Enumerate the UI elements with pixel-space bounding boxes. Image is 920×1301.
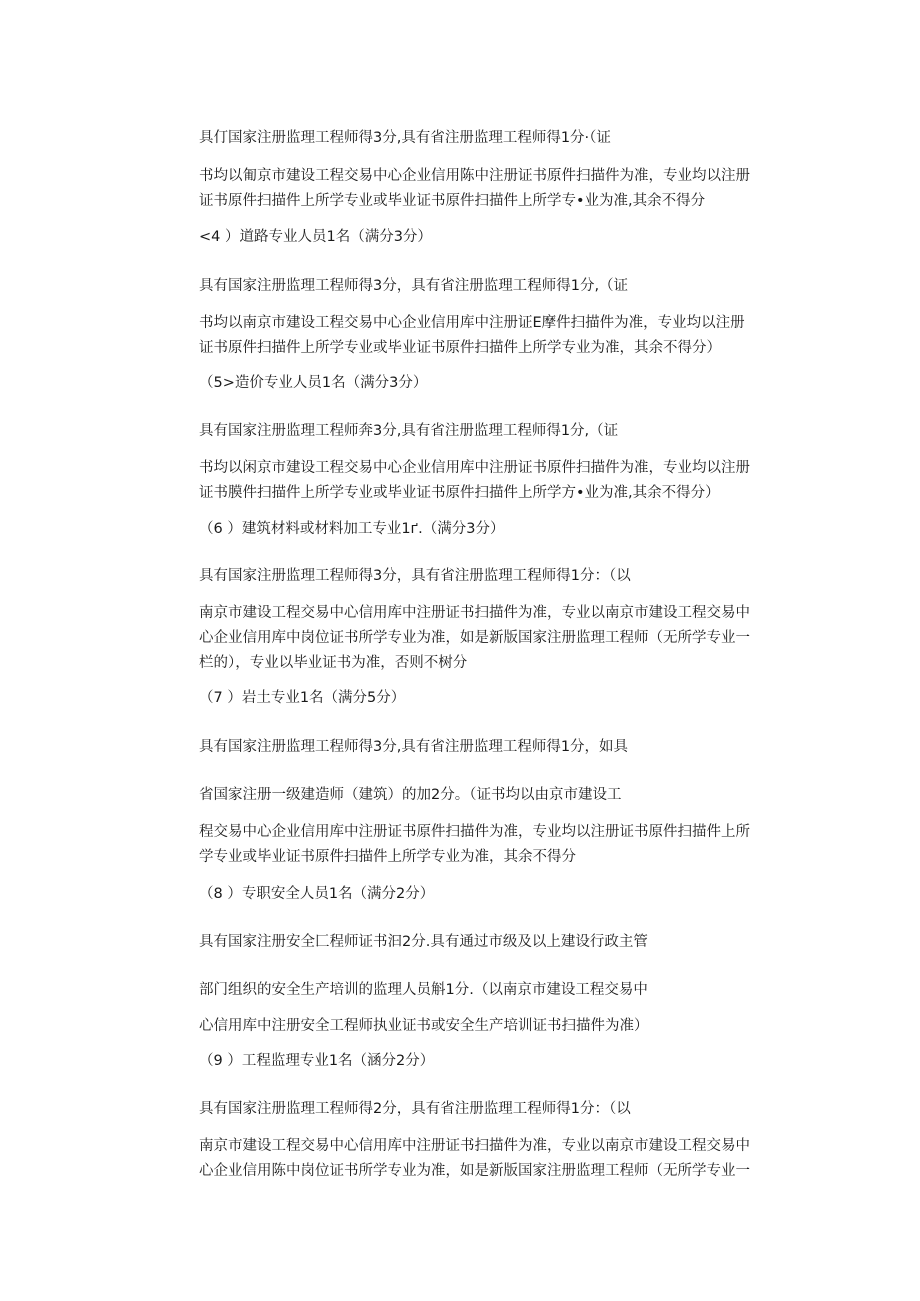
section-heading: （7 ）岩土专业1名（满分5分） bbox=[199, 690, 406, 706]
text-line: 证书原件扫描件上所学专业或毕业证书原件扫描件上所学专•业为准,其余不得分 bbox=[199, 193, 706, 209]
section-heading: <4 ）道路专业人员1名（满分3分） bbox=[199, 229, 432, 245]
text-line: 南京市建设工程交易中心信用库中注册证书扫描件为准，专业以南京市建设工程交易中 bbox=[199, 1138, 750, 1154]
text-line: 具仃国家注册监理工程师得3分,具有省注册监理工程师得1分·（证 bbox=[199, 130, 611, 146]
text-line: 程交易中心企业信用库中注册证书原件扫描件为准，专业均以注册证书原件扫描件上所 bbox=[199, 824, 750, 840]
section-heading: （6 ）建筑材料或材料加工专业1ґ.（满分3分） bbox=[199, 521, 505, 537]
text-line: 证书膜件扫描件上所学专业或毕业证书原件扫描件上所学方•业为准,其余不得分） bbox=[199, 485, 720, 501]
text-line: 心企业信用库中岗位证书所学专业为准，如是新版国家注册监理工程师（无所学专业一 bbox=[199, 630, 750, 646]
text-line: 南京市建设工程交易中心信用库中注册证书扫描件为准，专业以南京市建设工程交易中 bbox=[199, 605, 750, 621]
text-line: 省国家注册一级建造师（建筑）的加2分。（证书均以由京市建设工 bbox=[199, 787, 622, 803]
text-line: 具有国家注册监理工程师得3分，具有省注册监理工程师得1分,（证 bbox=[199, 278, 629, 294]
text-line: 具有国家注册监理工程师得2分，具有省注册监理工程师得1分：（以 bbox=[199, 1101, 631, 1117]
text-line: 证书原件扫描件上所学专业或毕业证书原件扫描件上所学专业为准，其余不得分） bbox=[199, 340, 721, 356]
section-heading: （8 ）专职安全人员1名（满分2分） bbox=[199, 886, 435, 902]
text-line: 心信用库中注册安全工程师执业证书或安全生产培训证书扫描件为准） bbox=[199, 1018, 649, 1034]
text-line: 栏的），专业以毕业证书为准，否则不树分 bbox=[199, 655, 468, 671]
section-heading: （9 ）工程监理专业1名（涵分2分） bbox=[199, 1053, 435, 1069]
text-line: 具有国家注册监理工程师奔3分,具有省注册监理工程师得1分,（证 bbox=[199, 423, 619, 439]
text-line: 具有国家注册监理工程师得3分,具有省注册监理工程师得1分，如具 bbox=[199, 739, 629, 755]
text-line: 书均以闲京市建设工程交易中心企业信用库中注册证书原件扫描件为准，专业均以注册 bbox=[199, 460, 750, 476]
text-line: 书均以匍京市建设工程交易中心企业信用陈中注册证书原件扫描件为准，专业均以注册 bbox=[199, 168, 750, 184]
text-line: 具有国家注册监理工程师得3分，具有省注册监理工程师得1分：（以 bbox=[199, 568, 631, 584]
section-heading: （5>造价专业人员1名（满分3分） bbox=[199, 375, 428, 391]
text-line: 部门组织的安全生产培训的监理人员斛1分.（以南京市建设工程交易中 bbox=[199, 982, 648, 998]
text-line: 书均以南京市建设工程交易中心企业信用库中注册证E摩件扫描件为准，专业均以注册 bbox=[199, 315, 745, 331]
text-line: 学专业或毕业证书原件扫描件上所学专业为准，其余不得分 bbox=[199, 849, 576, 865]
text-line: 心企业信用陈中岗位证书所学专业为准，如是新版国家注册监理工程师（无所学专业一 bbox=[199, 1163, 750, 1179]
text-line: 具有国家注册安全匚程师证书汩2分.具有通过市级及以上建设行政主管 bbox=[199, 934, 648, 950]
